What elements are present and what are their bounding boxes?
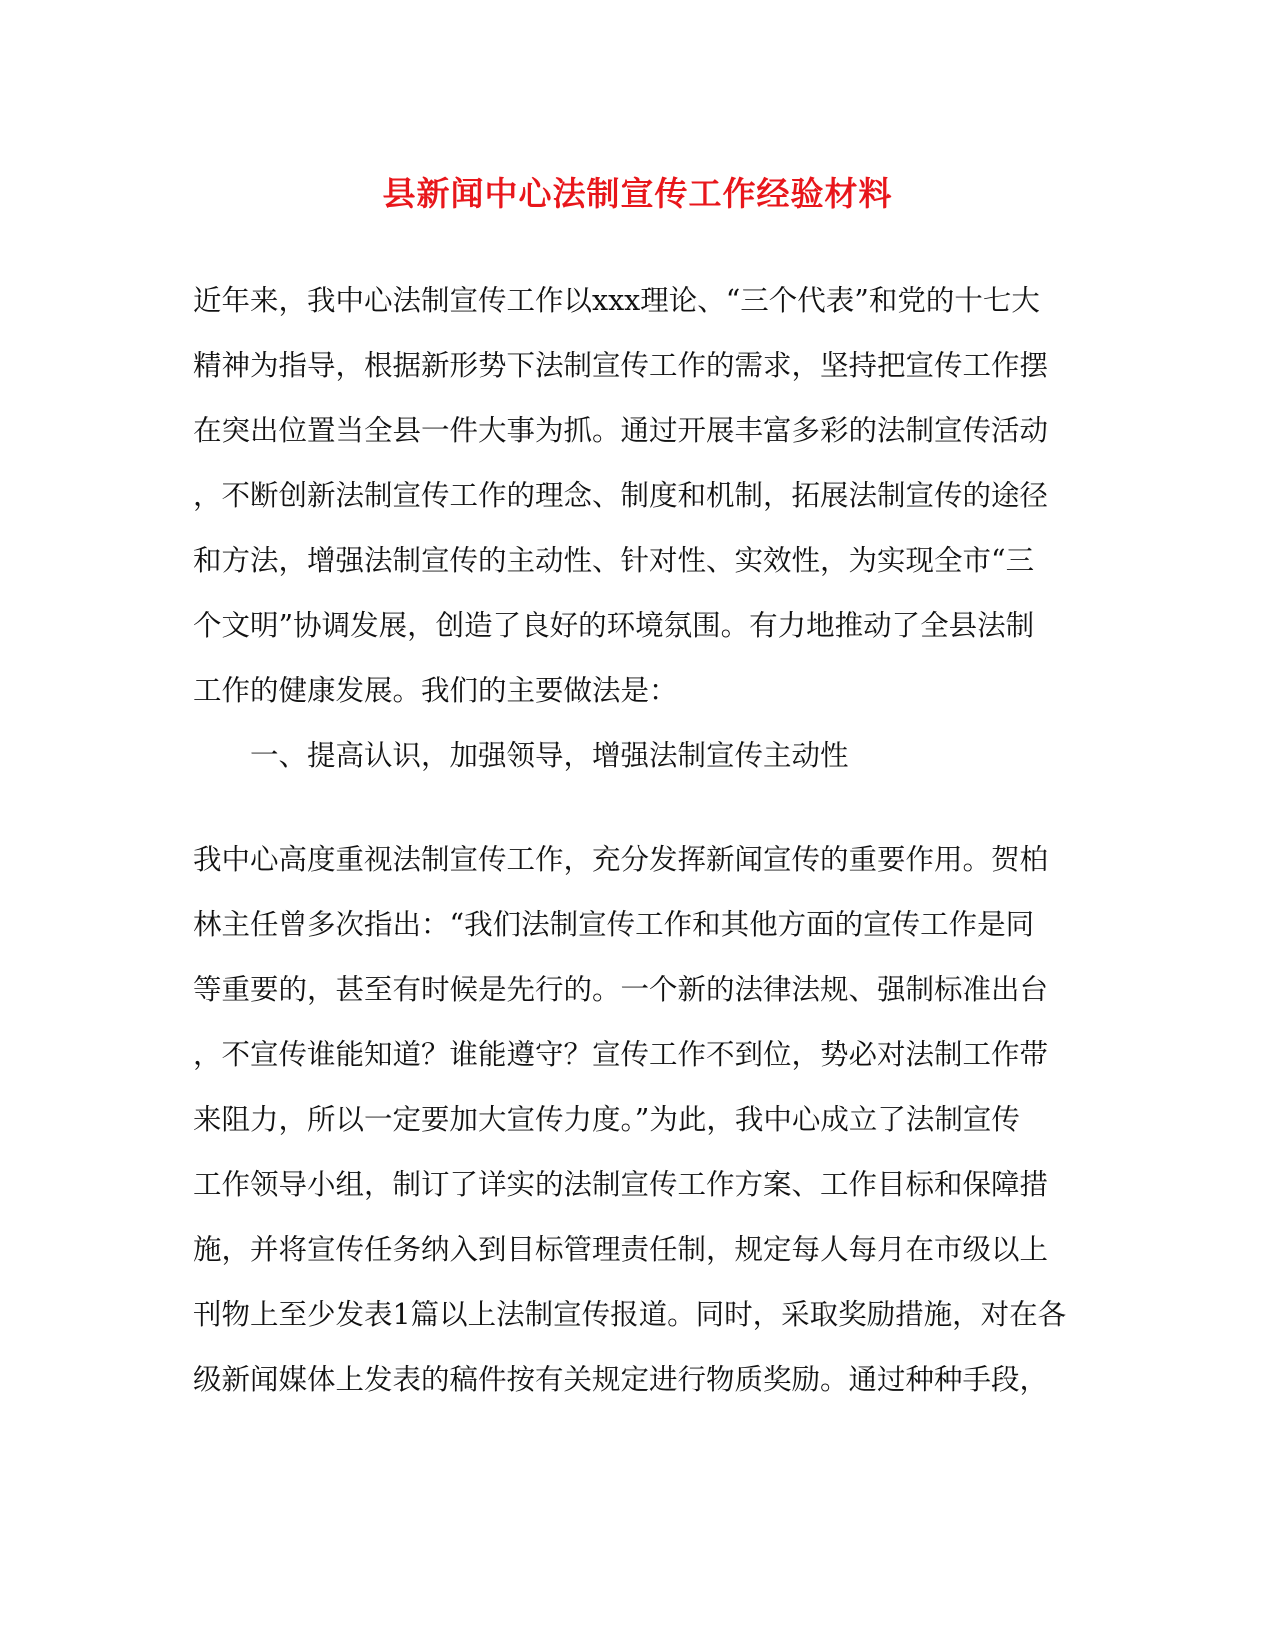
text-line: 级新闻媒体上发表的稿件按有关规定进行物质奖励。通过种种手段， bbox=[193, 1363, 1049, 1396]
paragraph-intro bbox=[193, 268, 1093, 788]
paragraph-section-one bbox=[193, 827, 1093, 1412]
document-title: 县新闻中心法制宣传工作经验材料 bbox=[382, 174, 893, 213]
text-line: 精神为指导，根据新形势下法制宣传工作的需求，坚持把宣传工作摆 bbox=[193, 349, 1049, 382]
section-heading: 一、提高认识，加强领导，增强法制宣传主动性 bbox=[250, 739, 849, 772]
text-line: 林主任曾多次指出：“我们法制宣传工作和其他方面的宣传工作是同 bbox=[193, 908, 1035, 941]
text-line: 等重要的，甚至有时候是先行的。一个新的法律法规、强制标准出台 bbox=[193, 973, 1049, 1006]
text-line: 在突出位置当全县一件大事为抓。通过开展丰富多彩的法制宣传活动 bbox=[193, 414, 1049, 447]
text-line: ，不断创新法制宣传工作的理念、制度和机制，拓展法制宣传的途径 bbox=[193, 479, 1049, 512]
text-line: 我中心高度重视法制宣传工作，充分发挥新闻宣传的重要作用。贺柏 bbox=[193, 843, 1049, 876]
text-line: 个文明”协调发展，创造了良好的环境氛围。有力地推动了全县法制 bbox=[193, 609, 1035, 642]
text-line: 施，并将宣传任务纳入到目标管理责任制，规定每人每月在市级以上 bbox=[193, 1233, 1049, 1266]
text-line: 和方法，增强法制宣传的主动性、针对性、实效性，为实现全市“三 bbox=[193, 544, 1035, 577]
text-line: 工作的健康发展。我们的主要做法是： bbox=[193, 674, 678, 707]
text-line: 来阻力，所以一定要加大宣传力度。”为此，我中心成立了法制宣传 bbox=[193, 1103, 1020, 1136]
text-line: 刊物上至少发表1篇以上法制宣传报道。同时，采取奖励措施，对在各 bbox=[193, 1298, 1067, 1331]
text-line: ，不宣传谁能知道？谁能遵守？宣传工作不到位，势必对法制工作带 bbox=[193, 1038, 1049, 1071]
text-line: 工作领导小组，制订了详实的法制宣传工作方案、工作目标和保障措 bbox=[193, 1168, 1049, 1201]
text-line: 近年来，我中心法制宣传工作以xxx理论、“三个代表”和党的十七大 bbox=[193, 284, 1040, 317]
